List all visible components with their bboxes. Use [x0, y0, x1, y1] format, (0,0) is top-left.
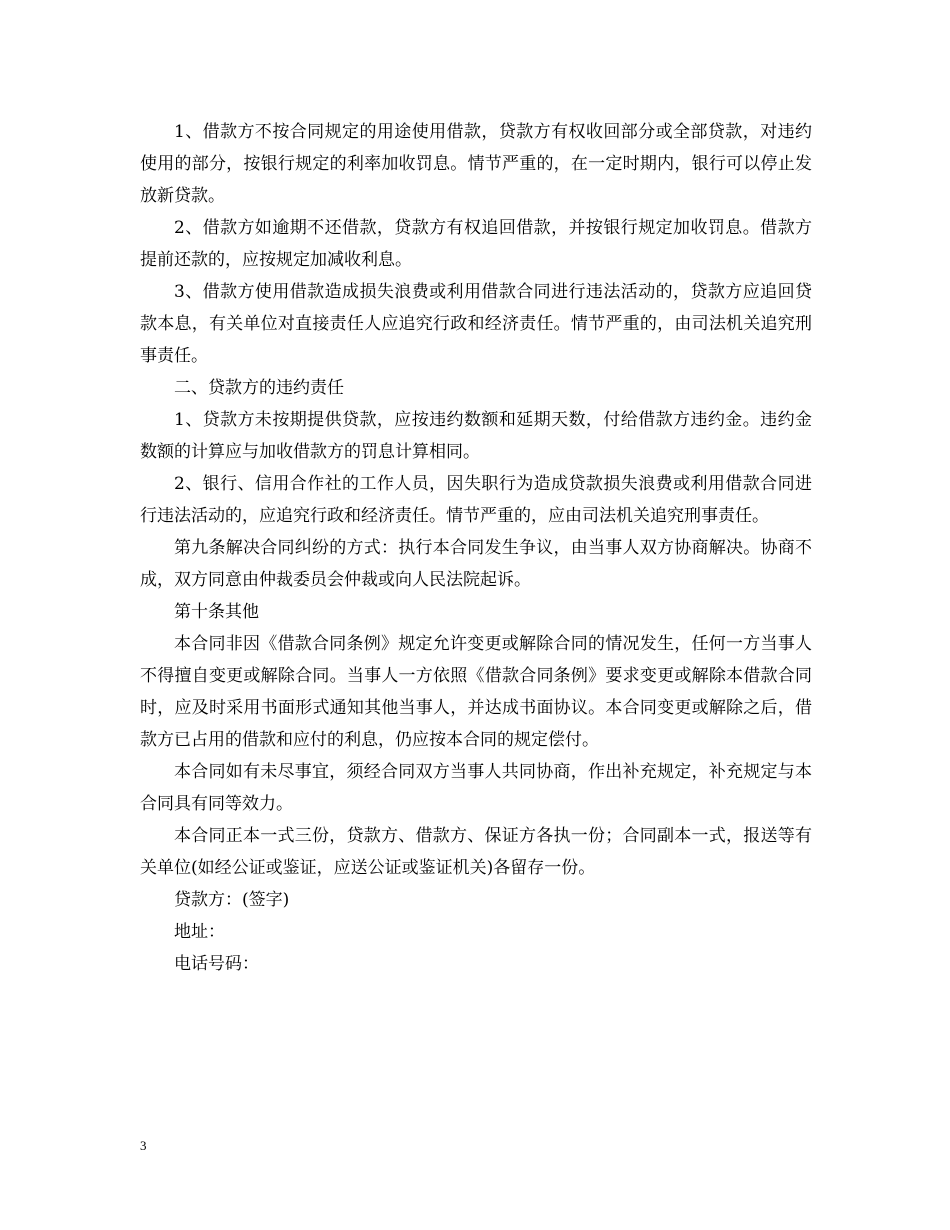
clause-paragraph: 本合同非因《借款合同条例》规定允许变更或解除合同的情况发生，任何一方当事人不得擅自变更或解除合同。当事人一方依照《借款合同条例》要求变更或解除本借款合同时，应及时采用书面形式通知其他当事人，并达成书面协议。本合同变更或解除之后，借款方已占用的借款和应付的利息，仍应按本合同的规定偿付。	[140, 634, 812, 750]
section-heading: 第十条其他	[174, 602, 259, 622]
phone-line: 电话号码：	[174, 954, 259, 974]
clause-paragraph: 2、借款方如逾期不还借款，贷款方有权追回借款，并按银行规定加收罚息。借款方提前还款的，应按规定加减收利息。	[140, 218, 812, 270]
clause-paragraph: 1、贷款方未按期提供贷款，应按违约数额和延期天数，付给借款方违约金。违约金数额的计算应与加收借款方的罚息计算相同。	[140, 410, 812, 462]
address-line: 地址：	[174, 922, 225, 942]
clause-paragraph: 1、借款方不按合同规定的用途使用借款，贷款方有权收回部分或全部贷款，对违约使用的部分，按银行规定的利率加收罚息。情节严重的，在一定时期内，银行可以停止发放新贷款。	[140, 122, 812, 206]
clause-paragraph: 本合同正本一式三份，贷款方、借款方、保证方各执一份；合同副本一式，报送等有关单位(如经公证或鉴证，应送公证或鉴证机关)各留存一份。	[140, 826, 812, 878]
page-number: 3	[140, 1138, 147, 1153]
clause-paragraph: 2、银行、信用合作社的工作人员，因失职行为造成贷款损失浪费或利用借款合同进行违法活动的，应追究行政和经济责任。情节严重的，应由司法机关追究刑事责任。	[140, 474, 812, 526]
section-heading: 二、贷款方的违约责任	[174, 378, 344, 398]
clause-paragraph: 本合同如有未尽事宜，须经合同双方当事人共同协商，作出补充规定，补充规定与本合同具有同等效力。	[140, 762, 812, 814]
signature-line: 贷款方：(签字)	[174, 890, 290, 910]
document-body	[140, 116, 812, 980]
clause-paragraph: 3、借款方使用借款造成损失浪费或利用借款合同进行违法活动的，贷款方应追回贷款本息，有关单位对直接责任人应追究行政和经济责任。情节严重的，由司法机关追究刑事责任。	[140, 282, 812, 366]
clause-paragraph: 第九条解决合同纠纷的方式：执行本合同发生争议，由当事人双方协商解决。协商不成，双方同意由仲裁委员会仲裁或向人民法院起诉。	[140, 538, 812, 590]
